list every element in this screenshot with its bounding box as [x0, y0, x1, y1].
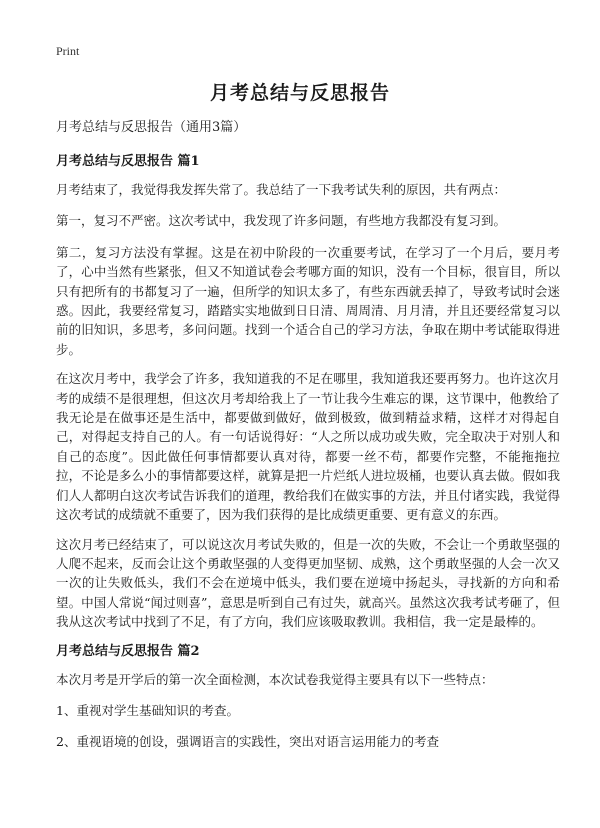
paragraph: 本次月考是开学后的第一次全面检测，本次试卷我觉得主要具有以下一些特点： [56, 671, 494, 687]
section-1 [56, 152, 560, 632]
section-2 [56, 642, 560, 752]
paragraph: 第一，复习不严密。这次考试中，我发现了许多问题，有些地方我都没有复习到。 [56, 213, 507, 229]
document-subtitle: 月考总结与反思报告（通用3篇） [56, 120, 247, 135]
paragraph: 在这次月考中，我学会了许多，我知道我的不足在哪里，我知道我还要再努力。也许这次月考的成绩不是很理想，但这次月考却给我上了一节让我今生难忘的课，这节课中，他教给了我无论是在做事还是生活中，都要做到做好，做到极致，做到精益求精，这样才对得起自己，对得起支持自己的人。有一句话说得好：“人之所以成功或失败，完全取决于对别人和自己的态度”。因此做任何事情都要认真对待，都要一丝不苟，都要作完整，不能拖拖拉拉，不论是多么小的事情都要这样，就算是把一片烂纸人进垃圾桶，也要认真去做。假如我们人人都明白这次考试告诉我们的道理，教给我们在做实事的方法，并且付诸实践，我觉得这次考试的成绩就不重要了，因为我们获得的是比成绩更重要、更有意义的东西。 [56, 371, 560, 523]
section-heading: 月考总结与反思报告 篇2 [56, 643, 200, 659]
print-link[interactable]: Print [56, 44, 80, 58]
document-title: 月考总结与反思报告 [209, 82, 390, 104]
section-heading: 月考总结与反思报告 篇1 [56, 154, 200, 169]
document-body [56, 118, 560, 764]
paragraph: 第二，复习方法没有掌握。这是在初中阶段的一次重要考试，在学习了一个月后，要月考了，心中当然有些紧张，但又不知道试卷会考哪方面的知识，没有一个目标，很盲目，所以只有把所有的书都复习了一遍，但所学的知识太多了，有些东西就丢掉了，导致考试时会迷惑。因此，我要经常复习，踏踏实实地做到日日清、周周清、月月清，并且还要经常复习以前的旧知识，多思考，多问问题。找到一个适合自己的学习方法，争取在期中考试能取得进步。 [56, 244, 560, 357]
paragraph: 这次月考已经结束了，可以说这次月考试失败的，但是一次的失败，不会让一个勇敢坚强的人爬不起来，反而会让这个勇敢坚强的人变得更加坚韧、成熟，这个勇敢坚强的人会一次又一次的让失败低头，我们不会在逆境中低头，我们要在逆境中扬起头，寻找新的方向和希望。中国人常说“闻过则喜”，意思是听到自己有过失，就高兴。虽然这次我考试考砸了，但我从这次考试中找到了不足，有了方向，我们应该吸取教训。我相信，我一定是最棒的。 [56, 536, 560, 630]
list-item: 1、重视对学生基础知识的考查。 [56, 702, 239, 718]
paragraph: 月考结束了，我觉得我发挥失常了。我总结了一下我考试失利的原因，共有两点： [56, 182, 507, 197]
list-item: 2、重视语境的创设，强调语言的实践性，突出对语言运用能力的考查 [56, 734, 439, 750]
